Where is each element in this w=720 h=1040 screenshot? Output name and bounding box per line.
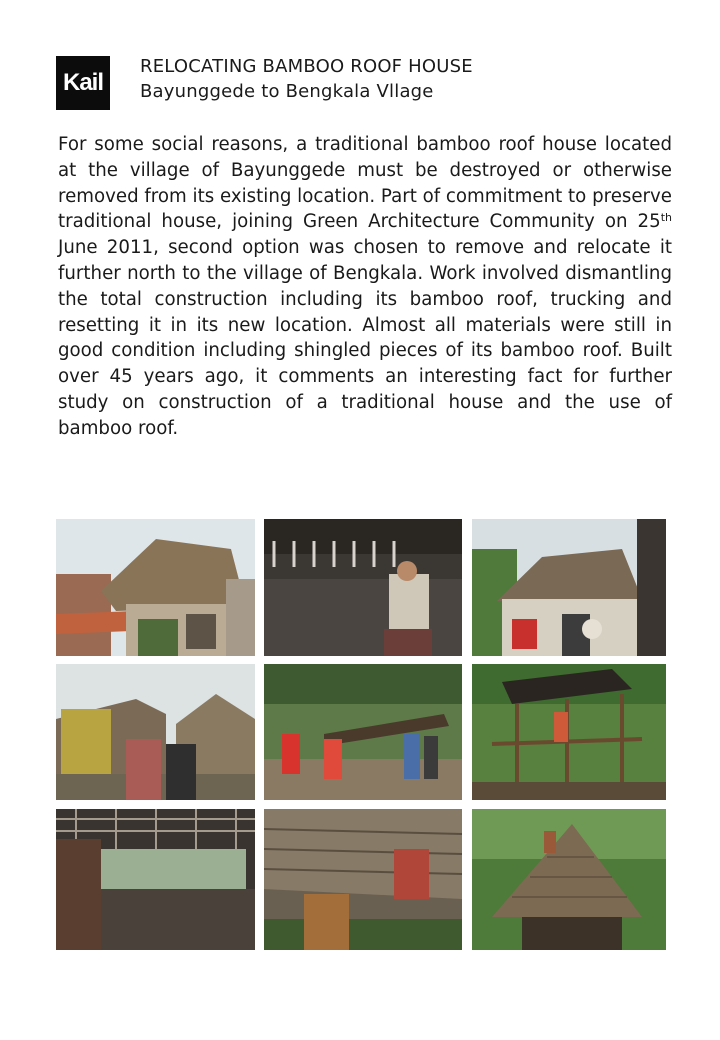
description-paragraph — [58, 132, 672, 442]
page-subtitle: Bayunggede to Bengkala Vllage — [140, 81, 434, 102]
page-title: RELOCATING BAMBOO ROOF HOUSE — [140, 56, 473, 77]
photo-man-inside-house — [264, 519, 462, 656]
photo-dismantling-walls — [56, 664, 255, 800]
photo-workers-at-house — [472, 519, 666, 656]
description-part-1: For some social reasons, a traditional bamboo roof house located at the village of Bayunggede must be destroyed or otherwise removed from its existing location. Part of commitment to preserve traditional house, joining Green Architecture Community on 25 — [58, 134, 672, 233]
photo-carrying-roof — [264, 664, 462, 800]
date-superscript: th — [660, 211, 672, 225]
kail-logo: Kail — [56, 56, 110, 110]
photo-roof-shingles-work — [264, 809, 462, 950]
photo-rebuilt-roof — [472, 809, 666, 950]
photo-frame-scaffold — [472, 664, 666, 800]
photo-house-exterior — [56, 519, 255, 656]
photo-interior-rafters — [56, 809, 255, 950]
description-part-2: June 2011, second option was chosen to remove and relocate it further north to the village of Bengkala. Work involved dismantling the total construction including its bamboo roof, trucking and resetting it in its new location. Almost all materials were still in good condition including shingled pieces of its bamboo roof. Built over 45 years ago, it comments an interesting fact for further study on construction of a traditional house and the use of bamboo roof. — [58, 237, 672, 439]
header — [140, 54, 473, 104]
